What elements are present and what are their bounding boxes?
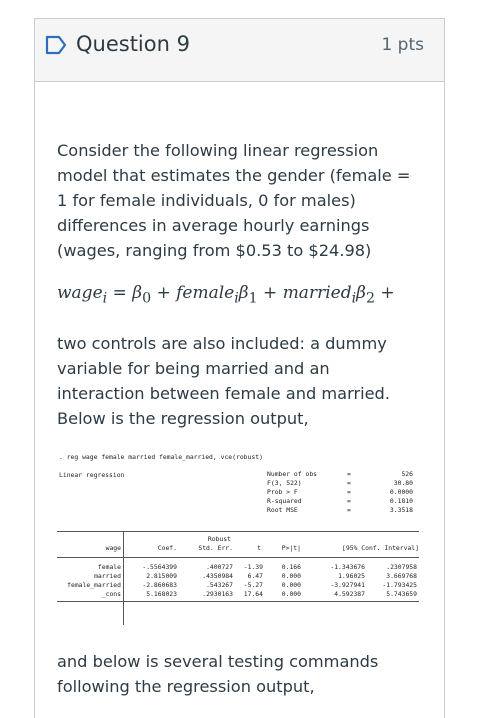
row-ci-low: -1.343676 [330, 563, 365, 571]
question-body [35, 138, 444, 699]
table-divider [123, 531, 124, 625]
row-t: 6.47 [247, 572, 263, 580]
eq-beta1-sub: 1 [248, 290, 258, 307]
header-coef: Coef. [157, 544, 177, 552]
regression-output [57, 453, 423, 625]
stat-key: Root MSE [267, 506, 298, 514]
header-robust: Robust [207, 535, 231, 543]
question-points: 1 pts [381, 35, 424, 55]
question-title: Question 9 [76, 32, 190, 56]
row-se: .543267 [206, 581, 233, 589]
eq-plus-1: + [156, 283, 171, 303]
stat-value: 3.3518 [389, 506, 413, 514]
eq-wage: wage [57, 283, 103, 303]
table-top-rule [57, 531, 419, 532]
row-var: _cons [101, 590, 121, 598]
stat-eq: = [347, 488, 351, 496]
row-t: -5.27 [243, 581, 263, 589]
stat-key: R-squared [267, 497, 302, 505]
row-var: female [97, 563, 121, 571]
eq-plus-2: + [263, 283, 278, 303]
stat-value: 0.1810 [389, 497, 413, 505]
stat-eq: = [347, 479, 351, 487]
eq-beta0-sub: 0 [142, 290, 152, 307]
bookmark-flag-icon[interactable] [45, 35, 67, 55]
model-label: Linear regression [59, 471, 125, 479]
stat-key: Number of obs [267, 470, 318, 478]
row-se: .4350984 [202, 572, 233, 580]
row-var: female_married [67, 581, 121, 589]
stat-row [267, 479, 419, 488]
eq-female: female [176, 283, 235, 303]
header-p: P>|t| [281, 544, 301, 552]
eq-female-sub: i [234, 290, 239, 307]
stat-value: 526 [401, 470, 413, 478]
row-ci-low: -3.927941 [330, 581, 365, 589]
row-se: .400727 [206, 563, 233, 571]
stat-row [267, 497, 419, 506]
row-ci-high: .2307958 [386, 563, 417, 571]
question-outro: and below is several testing commands following the regression output, [57, 652, 379, 696]
row-var: married [94, 572, 121, 580]
stat-eq: = [347, 470, 351, 478]
stat-eq: = [347, 497, 351, 505]
question-intro: Consider the following linear regression model that estimates the gender (female = 1 for female individuals, 0 for males) differences in average hourly earnings (wages, ranging from $0.53 to $24.98) [57, 141, 411, 260]
eq-married-sub: i [351, 290, 357, 307]
stat-key: F(3, 522) [267, 479, 302, 487]
eq-beta0: β [132, 283, 143, 303]
eq-beta1: β [238, 283, 249, 303]
eq-sub-i: i [102, 290, 108, 307]
stat-row [267, 470, 419, 479]
header-t: t [257, 544, 261, 552]
stat-key: Prob > F [267, 488, 298, 496]
stat-value: 0.0000 [389, 488, 413, 496]
stat-row [267, 506, 419, 515]
eq-beta2-sub: 2 [365, 290, 375, 307]
table-bottom-rule [57, 601, 419, 602]
row-ci-high: 5.743659 [386, 590, 417, 598]
eq-married: married [282, 283, 352, 303]
row-se: .2930163 [202, 590, 233, 598]
row-p: 0.000 [281, 572, 301, 580]
row-ci-high: -1.793425 [382, 581, 417, 589]
stata-command: . reg wage female married female_married, vce(robust) [59, 453, 263, 461]
model-stats [267, 470, 419, 515]
stat-value: 30.80 [393, 479, 413, 487]
row-p: 0.000 [281, 581, 301, 589]
stat-eq: = [347, 506, 351, 514]
header-ci: [95% Conf. Interval] [342, 544, 419, 552]
eq-plus-3: + [380, 283, 395, 303]
table-header-rule [57, 557, 419, 558]
row-coef: 5.168023 [146, 590, 177, 598]
question-header [35, 19, 444, 82]
eq-beta2: β [356, 283, 366, 303]
stat-row [267, 488, 419, 497]
row-coef: 2.815009 [146, 572, 177, 580]
header-se: Std. Err. [198, 544, 233, 552]
row-p: 0.000 [281, 590, 301, 598]
header-var: wage [105, 544, 121, 552]
row-t: 17.64 [243, 590, 263, 598]
row-ci-high: 3.669768 [386, 572, 417, 580]
regression-equation [57, 277, 422, 309]
eq-equals: = [112, 283, 127, 303]
row-p: 0.166 [281, 563, 301, 571]
row-t: -1.39 [243, 563, 263, 571]
question-controls: two controls are also included: a dummy variable for being married and an interaction between female and married. Below is the regression output, [57, 334, 390, 428]
row-coef: -.5564399 [142, 563, 177, 571]
row-ci-low: 1.96025 [338, 572, 365, 580]
row-coef: -2.860683 [142, 581, 177, 589]
row-ci-low: 4.592387 [334, 590, 365, 598]
question-card [34, 18, 445, 718]
